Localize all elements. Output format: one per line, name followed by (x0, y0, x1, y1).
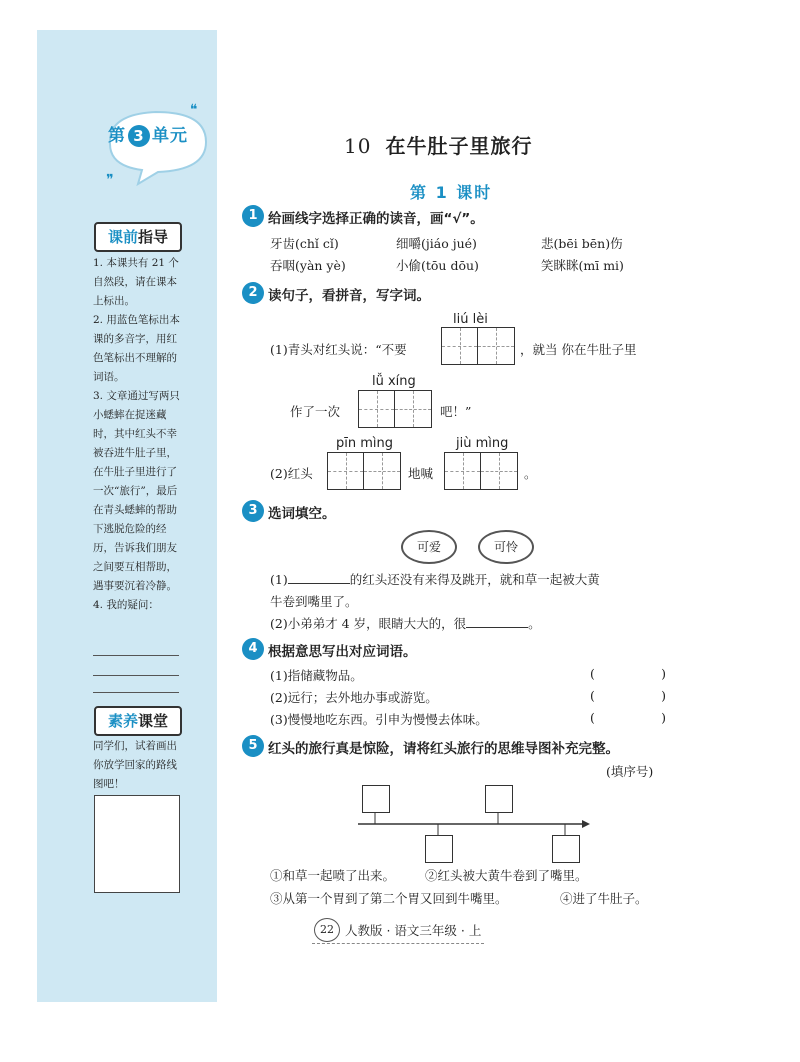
pre-item-4: 4. 我的疑问： (93, 599, 159, 611)
unit-prefix: 第 (108, 126, 126, 146)
q5-hint: (填序号) (606, 764, 654, 779)
quality-text: 同学们，试着画出你放学回家的路线图吧！ (93, 740, 177, 790)
pinyin-hint: lǚ xíng (372, 374, 416, 389)
q2-sentence: 作了一次 (290, 404, 341, 419)
q3-sentence-1 (270, 570, 600, 588)
q1-option[interactable]: 悲(bēi bēn)伤 (541, 236, 623, 251)
answer-blank[interactable] (288, 571, 350, 584)
answer-parens[interactable] (590, 666, 666, 681)
q2-sentence: ，就当 你在牛肚子里 (520, 342, 637, 357)
q5-option: ①和草一起喷了出来。 (270, 868, 396, 883)
answer-parens[interactable] (590, 688, 666, 703)
pre-heading-part1: 课前 (107, 228, 138, 246)
paren-close: ) (661, 688, 666, 703)
char-grid[interactable] (327, 452, 401, 490)
quality-heading-box (94, 706, 182, 736)
lesson-title (344, 130, 532, 159)
pinyin-hint: liú lèi (453, 312, 488, 327)
paren-close: ) (661, 710, 666, 725)
answer-blank[interactable] (466, 615, 528, 628)
q4-item: (1)指储藏物品。 (270, 668, 363, 683)
q5-option: ③从第一个胃到了第二个胃又回到牛嘴里。 (270, 891, 508, 906)
question-line-1 (93, 655, 179, 656)
paren-open: ( (590, 688, 595, 703)
q3-s2-end: 。 (528, 616, 541, 631)
q5-option: ④进了牛肚子。 (560, 891, 648, 906)
q5-option: ②红头被大黄牛卷到了嘴里。 (425, 868, 588, 883)
mind-map-box[interactable] (485, 785, 513, 813)
q3-sentence-2 (270, 614, 541, 632)
mind-map-box[interactable] (425, 835, 453, 863)
pre-class-notes (93, 254, 181, 615)
unit-label (108, 121, 188, 147)
question-line-2 (93, 675, 179, 676)
quality-heading-part2: 课堂 (138, 712, 169, 730)
mind-map-box[interactable] (362, 785, 390, 813)
question-title: 选词填空。 (268, 506, 336, 522)
question-title: 红头的旅行真是惊险，请将红头旅行的思维导图补充完整。 (268, 741, 619, 757)
pre-item-3: 3. 文章通过写两只小蟋蟀在捉迷藏时，其中红头不幸被吞进牛肚子里，在牛肚子里进行了一次“旅行”，最后在青头蟋蟀的帮助下逃脱危险的经历，告诉我们朋友之间要互相帮助，遇事要沉着冷静。 (93, 390, 180, 592)
unit-suffix: 单元 (152, 126, 188, 146)
q2-sentence: (2)红头 (270, 466, 313, 481)
question-number: 5 (242, 735, 264, 757)
char-grid[interactable] (358, 390, 432, 428)
paren-open: ( (590, 666, 595, 681)
edition-label: 人教版 · 语文三年级 · 上 (345, 923, 482, 938)
q1-option[interactable]: 笑眯眯(mī mi) (541, 258, 624, 273)
pre-heading-part2: 指导 (138, 228, 169, 246)
q3-s1-text: 的红头还没有来得及跳开，就和草一起被大黄 (349, 572, 600, 587)
question-title: 根据意思写出对应词语。 (268, 644, 417, 660)
question-number: 2 (242, 282, 264, 304)
quality-heading-part1: 素养 (107, 712, 138, 730)
paren-open: ( (590, 710, 595, 725)
q1-option[interactable]: 牙齿(chǐ cǐ) (270, 236, 339, 251)
question-title: 给画线字选择正确的读音，画“√”。 (268, 211, 484, 227)
unit-number: 3 (128, 125, 150, 147)
q3-s1-prefix: (1) (270, 572, 288, 587)
q2-sentence: 。 (524, 466, 537, 481)
q1-option[interactable]: 细嚼(jiáo jué) (396, 236, 477, 251)
question-number: 1 (242, 205, 264, 227)
q1-option[interactable]: 吞咽(yàn yè) (270, 258, 346, 273)
pre-item-2: 2. 用蓝色笔标出本课的多音字，用红色笔标出不理解的词语。 (93, 314, 180, 383)
drawing-area[interactable] (94, 795, 180, 893)
q2-sentence: 吧！” (440, 404, 472, 419)
q4-item: (3)慢慢地吃东西。引申为慢慢去体味。 (270, 712, 488, 727)
mind-map-box[interactable] (552, 835, 580, 863)
lesson-title-text: 在牛肚子里旅行 (385, 134, 533, 158)
answer-parens[interactable] (590, 710, 666, 725)
question-number: 3 (242, 500, 264, 522)
lesson-period: 第 1 课时 (410, 183, 493, 202)
lesson-number: 10 (344, 134, 372, 158)
q1-option[interactable]: 小偷(tōu dōu) (396, 258, 479, 273)
q4-item: (2)远行；去外地办事或游览。 (270, 690, 438, 705)
pinyin-hint: jiù mìng (456, 436, 509, 451)
q2-sentence: (1)青头对红头说：“不要 (270, 342, 407, 357)
svg-text:❞: ❞ (106, 172, 114, 188)
paren-close: ) (661, 666, 666, 681)
svg-text:❝: ❝ (190, 102, 198, 118)
question-number: 4 (242, 638, 264, 660)
page-number: 22 (314, 918, 340, 942)
char-grid[interactable] (444, 452, 518, 490)
pre-class-heading-box (94, 222, 182, 252)
footer-divider (312, 943, 484, 944)
q2-sentence: 地喊 (408, 466, 434, 481)
word-choice[interactable]: 可怜 (478, 530, 534, 564)
q3-s2-text: (2)小弟弟才 4 岁，眼睛大大的，很 (270, 616, 467, 631)
char-grid[interactable] (441, 327, 515, 365)
question-title: 读句子，看拼音，写字词。 (268, 288, 430, 304)
pinyin-hint: pīn mìng (336, 436, 394, 451)
question-line-3 (93, 692, 179, 693)
pre-item-1: 1. 本课共有 21 个自然段，请在课本上标出。 (93, 257, 179, 307)
word-choice[interactable]: 可爱 (401, 530, 457, 564)
q3-sentence-1-cont: 牛卷到嘴里了。 (270, 594, 358, 609)
